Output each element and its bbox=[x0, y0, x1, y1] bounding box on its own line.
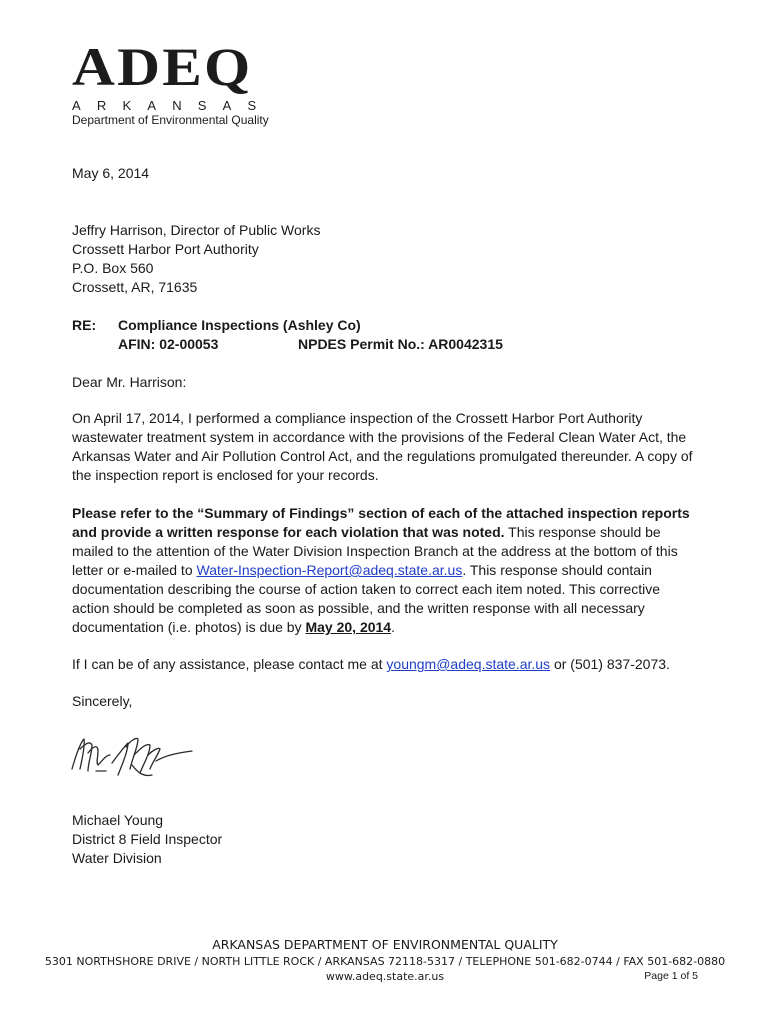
paragraph-2-line: action should be completed as soon as possible, and the written response with all necessary bbox=[72, 600, 645, 616]
paragraph-1-line: Arkansas Water and Air Pollution Control Act, and the regulations promulgated thereunder. A copy of bbox=[72, 448, 693, 464]
logo-state: ARKANSAS bbox=[72, 98, 273, 113]
handwritten-signature bbox=[66, 725, 206, 785]
paragraph-3-fragment: or (501) 837-2073. bbox=[550, 656, 670, 672]
inspection-report-email-link[interactable]: Water-Inspection-Report@adeq.state.ar.us bbox=[196, 562, 463, 578]
signer-block bbox=[72, 811, 222, 868]
paragraph-2-fragment: This response should be bbox=[504, 524, 661, 540]
logo-department: Department of Environmental Quality bbox=[72, 113, 269, 127]
closing: Sincerely, bbox=[72, 693, 133, 709]
paragraph-2-fragment: . This response should contain bbox=[462, 562, 652, 578]
paragraph-2-bold-line: Please refer to the “Summary of Findings” section of each of the attached inspection reports bbox=[72, 505, 690, 521]
recipient-line-3: P.O. Box 560 bbox=[72, 260, 154, 276]
re-permit: NPDES Permit No.: AR0042315 bbox=[298, 336, 503, 352]
recipient-address bbox=[72, 221, 320, 297]
re-subject: Compliance Inspections (Ashley Co) bbox=[118, 317, 361, 333]
re-label: RE: bbox=[72, 317, 97, 333]
page-number: Page 1 of 5 bbox=[644, 970, 698, 982]
footer-website: www.adeq.state.ar.us bbox=[325, 970, 445, 983]
logo-wordmark: ADEQ bbox=[72, 37, 253, 97]
paragraph-2-fragment: letter or e-mailed to bbox=[72, 562, 197, 578]
signer-name: Michael Young bbox=[72, 812, 164, 828]
salutation: Dear Mr. Harrison: bbox=[72, 374, 187, 390]
footer-address: 5301 NORTHSHORE DRIVE / NORTH LITTLE ROCK / ARKANSAS 72118-5317 / TELEPHONE 501-682-0744 / FAX 501-682-0880 bbox=[44, 955, 726, 968]
paragraph-2-fragment: . bbox=[391, 619, 395, 635]
paragraph-1-line: On April 17, 2014, I performed a compliance inspection of the Crossett Harbor Port Authority bbox=[72, 410, 643, 426]
paragraph-2-line: documentation describing the course of action taken to correct each item noted. This corrective bbox=[72, 581, 661, 597]
signer-division: Water Division bbox=[72, 850, 162, 866]
recipient-line-1: Jeffry Harrison, Director of Public Works bbox=[72, 222, 321, 238]
paragraph-2 bbox=[72, 504, 690, 637]
recipient-line-4: Crossett, AR, 71635 bbox=[72, 279, 198, 295]
paragraph-2-fragment: documentation (i.e. photos) is due by bbox=[72, 619, 306, 635]
paragraph-1 bbox=[72, 409, 693, 485]
paragraph-2-line: mailed to the attention of the Water Division Inspection Branch at the address at the bottom of this bbox=[72, 543, 678, 559]
contact-email-link[interactable]: youngm@adeq.state.ar.us bbox=[386, 656, 551, 672]
due-date: May 20, 2014 bbox=[305, 619, 392, 635]
paragraph-2-line bbox=[72, 618, 690, 637]
re-afin: AFIN: 02-00053 bbox=[118, 336, 219, 352]
recipient-line-2: Crossett Harbor Port Authority bbox=[72, 241, 259, 257]
paragraph-1-line: the inspection report is enclosed for your records. bbox=[72, 467, 379, 483]
paragraph-2-bold-fragment: and provide a written response for each violation that was noted. bbox=[72, 524, 505, 540]
footer-department: ARKANSAS DEPARTMENT OF ENVIRONMENTAL QUALITY bbox=[212, 937, 558, 952]
paragraph-2-line bbox=[72, 561, 690, 580]
letter-date: May 6, 2014 bbox=[72, 165, 150, 181]
paragraph-3 bbox=[72, 655, 670, 674]
paragraph-1-line: wastewater treatment system in accordance with the provisions of the Federal Clean Water Act, the bbox=[72, 429, 687, 445]
paragraph-2-line bbox=[72, 523, 690, 542]
signer-title: District 8 Field Inspector bbox=[72, 831, 223, 847]
paragraph-3-fragment: If I can be of any assistance, please contact me at bbox=[72, 656, 387, 672]
